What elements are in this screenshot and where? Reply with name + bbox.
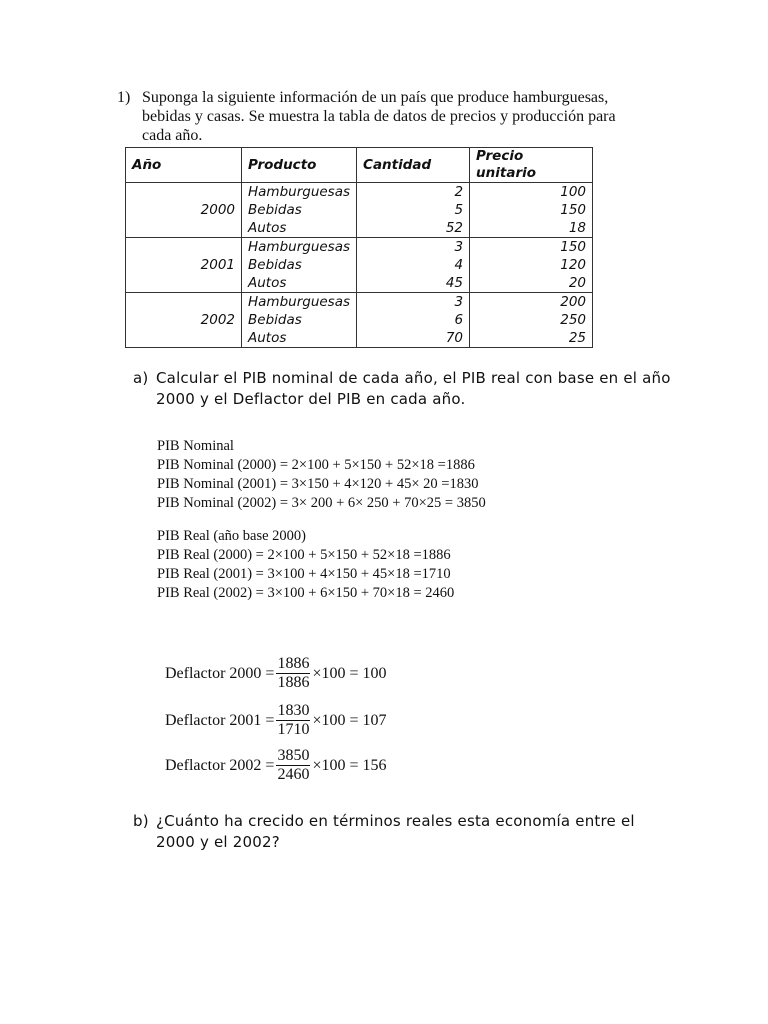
price-cell: 18 (470, 219, 593, 238)
table-row (126, 183, 593, 202)
deflator-result: ×100 = 156 (312, 756, 387, 774)
pib-real-line: PIB Real (2002) = 3×100 + 6×150 + 70×18 = 2460 (157, 585, 455, 601)
product-cell: Bebidas (242, 256, 357, 274)
fraction (276, 702, 310, 739)
data-table (125, 147, 593, 348)
quantity-cell: 5 (357, 201, 470, 219)
price-cell: 20 (470, 274, 593, 293)
product-cell: Autos (242, 329, 357, 348)
pib-nominal-line: PIB Nominal (2001) = 3×150 + 4×120 + 45× 20 =1830 (157, 476, 479, 492)
year-cell: 2001 (126, 238, 242, 293)
quantity-cell: 70 (357, 329, 470, 348)
problem-number: 1) (117, 89, 131, 106)
table-row (126, 293, 593, 312)
question-b-label: b) (133, 812, 149, 830)
fraction-denominator: 2460 (277, 766, 310, 783)
quantity-cell: 6 (357, 311, 470, 329)
question-b-text: ¿Cuánto ha crecido en términos reales esta economía entre el 2000 y el 2002? (156, 812, 635, 851)
pib-real-line: PIB Real (2001) = 3×100 + 4×150 + 45×18 =1710 (157, 566, 451, 582)
year-cell: 2000 (126, 183, 242, 238)
deflator-2002-formula (165, 747, 386, 784)
deflator-label: Deflactor 2000 = (165, 664, 275, 682)
quantity-cell: 3 (357, 293, 470, 312)
quantity-cell: 4 (357, 256, 470, 274)
product-cell: Autos (242, 274, 357, 293)
fraction-numerator: 1830 (277, 702, 310, 719)
fraction-numerator: 3850 (277, 747, 310, 764)
pib-real-line: PIB Real (2000) = 2×100 + 5×150 + 52×18 =1886 (157, 547, 451, 563)
fraction (276, 747, 310, 784)
pib-nominal-line: PIB Nominal (2002) = 3× 200 + 6× 250 + 70×25 = 3850 (157, 495, 486, 511)
table-row (126, 238, 593, 257)
pib-nominal-block (157, 437, 486, 513)
header-price: Precio unitario (470, 148, 593, 183)
product-cell: Hamburguesas (242, 293, 357, 312)
year-cell: 2002 (126, 293, 242, 348)
problem-text: Suponga la siguiente información de un país que produce hamburguesas, bebidas y casas. Se muestra la tabla de datos de precios y producción para cada año. (142, 89, 616, 144)
deflator-result: ×100 = 100 (312, 664, 387, 682)
fraction-numerator: 1886 (277, 655, 310, 672)
deflator-label: Deflactor 2002 = (165, 756, 275, 774)
price-cell: 100 (470, 183, 593, 202)
pib-nominal-heading: PIB Nominal (157, 438, 234, 454)
quantity-cell: 45 (357, 274, 470, 293)
deflator-2001-formula (165, 702, 386, 739)
price-cell: 250 (470, 311, 593, 329)
question-b (133, 811, 673, 853)
fraction (276, 655, 310, 692)
product-cell: Bebidas (242, 201, 357, 219)
price-cell: 200 (470, 293, 593, 312)
price-cell: 150 (470, 201, 593, 219)
question-a (133, 368, 673, 410)
deflator-label: Deflactor 2001 = (165, 711, 275, 729)
pib-nominal-line: PIB Nominal (2000) = 2×100 + 5×150 + 52×18 =1886 (157, 457, 475, 473)
quantity-cell: 3 (357, 238, 470, 257)
fraction-denominator: 1886 (277, 674, 310, 691)
quantity-cell: 52 (357, 219, 470, 238)
product-cell: Hamburguesas (242, 238, 357, 257)
deflator-result: ×100 = 107 (312, 711, 387, 729)
header-year: Año (126, 148, 242, 183)
question-a-text: Calcular el PIB nominal de cada año, el PIB real con base en el año 2000 y el Deflactor del PIB en cada año. (156, 369, 671, 408)
pib-real-heading: PIB Real (año base 2000) (157, 528, 306, 544)
price-cell: 25 (470, 329, 593, 348)
table-header-row (126, 148, 593, 183)
product-cell: Hamburguesas (242, 183, 357, 202)
quantity-cell: 2 (357, 183, 470, 202)
product-cell: Bebidas (242, 311, 357, 329)
fraction-denominator: 1710 (277, 721, 310, 738)
deflator-2000-formula (165, 655, 386, 692)
product-cell: Autos (242, 219, 357, 238)
pib-real-block (157, 527, 454, 603)
header-product: Producto (242, 148, 357, 183)
question-a-label: a) (133, 369, 149, 387)
price-cell: 150 (470, 238, 593, 257)
price-cell: 120 (470, 256, 593, 274)
problem-statement (117, 88, 637, 145)
header-quantity: Cantidad (357, 148, 470, 183)
